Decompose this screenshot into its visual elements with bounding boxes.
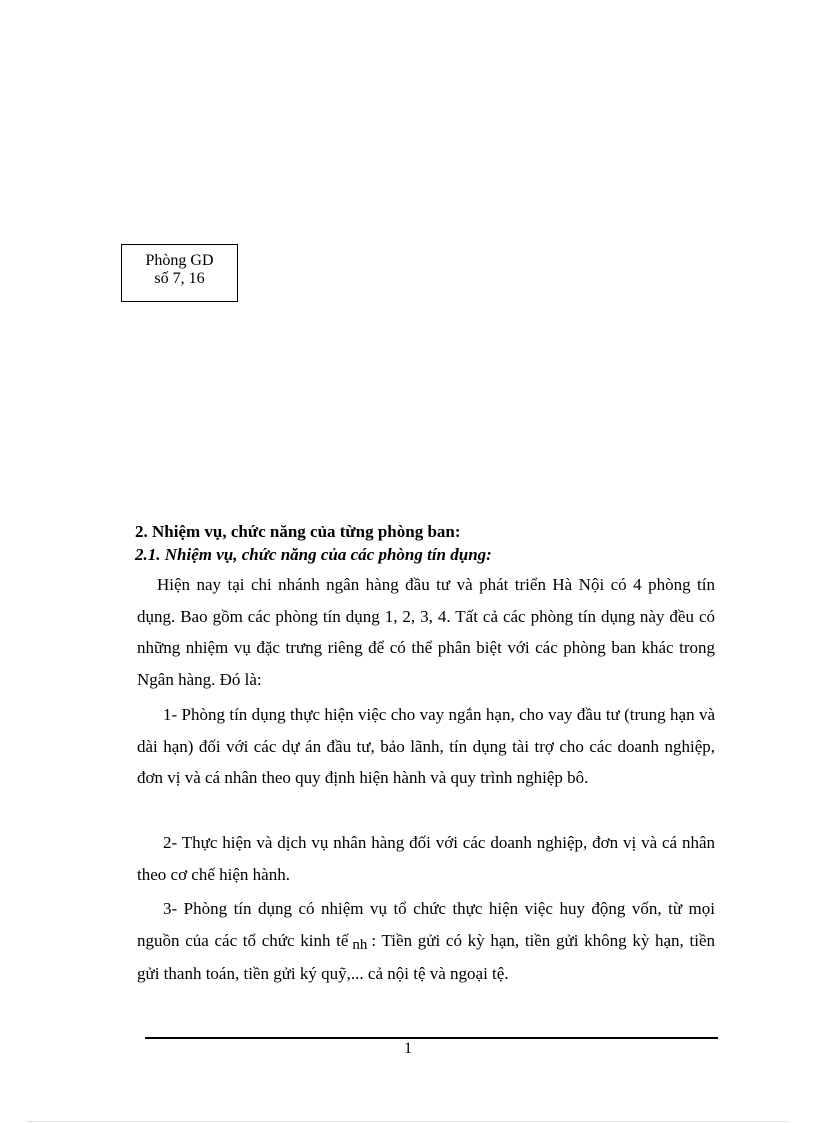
page-number: 1 <box>404 1040 412 1057</box>
footer-rule <box>145 1037 718 1039</box>
intro-paragraph: Hiện nay tại chi nhánh ngân hàng đầu tư và phát triển Hà Nội có 4 phòng tín dụng. Bao gồm các phòng tín dụng 1, 2, 3, 4. Tất cả các phòng tín dụng này đều có những nhiệm vụ đặc trưng riêng để có thể phân biệt với các phòng ban khác trong Ngân hàng. Đó là: <box>137 575 715 689</box>
section-heading: 2. Nhiệm vụ, chức năng của từng phòng ban: <box>135 522 461 541</box>
subsection-heading: 2.1. Nhiệm vụ, chức năng của các phòng tín dụng: <box>135 545 492 564</box>
page-bottom-dotted-border <box>28 1121 788 1122</box>
duty-item-2: 2- Thực hiện và dịch vụ nhân hàng đối với các doanh nghiệp, đơn vị và cá nhân theo cơ chế hiện hành. <box>137 833 715 884</box>
duty-item-3 <box>137 893 715 990</box>
duty-item-1: 1- Phòng tín dụng thực hiện việc cho vay ngắn hạn, cho vay đầu tư (trung hạn và dài hạn) đối với các dự án đầu tư, bảo lãnh, tín dụng tài trợ cho các doanh nghiệp, đơn vị và cá nhân theo quy định hiện hành và quy trình nghiệp bô. <box>137 705 715 787</box>
duty-item-3-subscript: nh <box>352 936 368 953</box>
org-chart-box-phong-gd <box>121 244 238 302</box>
box-line-2: số 7, 16 <box>154 270 205 287</box>
box-line-1: Phòng GD <box>145 252 214 269</box>
duty-item-3-text-a: 3- Phòng tín dụng có nhiệm vụ tổ chức thực hiện việc huy động vốn, từ mọi nguồn của các tổ chức kinh tế <box>137 899 715 950</box>
duty-item-3-text-b: : Tiền gửi có kỳ hạn, tiền gửi không kỳ hạn, tiền gửi thanh toán, tiền gửi ký quỹ,... cả nội tệ và ngoại tệ. <box>137 930 715 983</box>
